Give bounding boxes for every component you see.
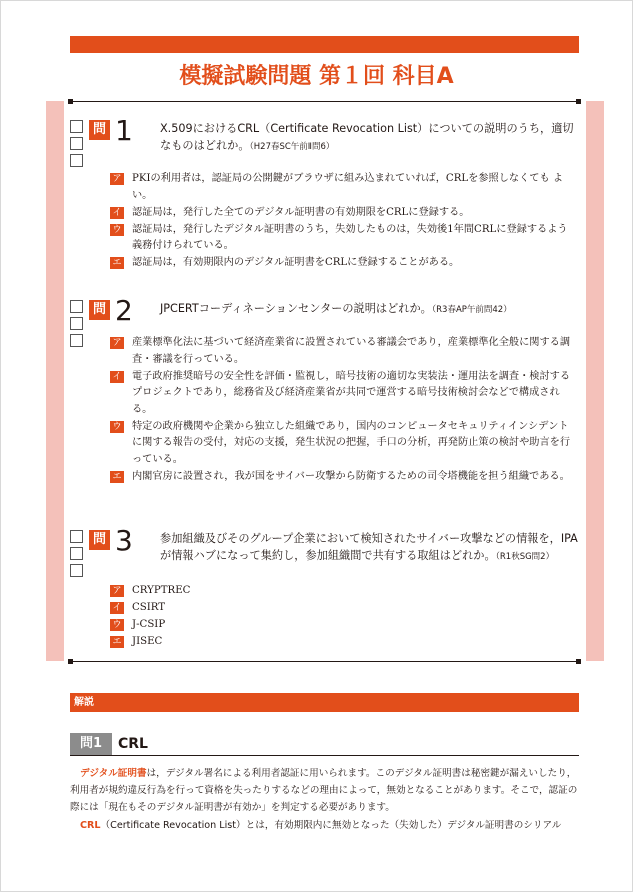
keyword: デジタル証明書 [80,768,147,779]
choice-mark: エ [110,636,124,648]
choice-text: 特定の政府機関や企業から独立した組織であり，国内のコンピュータセキュリティインシデントに関する報告の受付，対応の支援，発生状況の把握，手口の分析，再発防止策の検討や助言を行っている。 [132,420,571,465]
choice-text: PKIの利用者は，認証局の公開鍵がブラウザに組み込まれていれば，CRLを参照しなくても よい。 [132,173,564,201]
explanation-body [70,765,582,834]
checkbox[interactable] [70,137,83,150]
page-title: 模擬試験問題 第１回 科目A [179,64,454,89]
checkbox[interactable] [70,547,83,560]
choice [110,369,575,419]
top-rule [70,101,579,102]
question-text [160,120,580,156]
choice-text: 認証局は，発行したデジタル証明書のうち，失効したものは，失効後1年間CRLに登録するよう義務付けられている。 [132,223,568,251]
question-body: X.509におけるCRL（Certificate Revocation List）についての説明のうち，適切なものはどれか。 [160,122,574,152]
checkbox[interactable] [70,154,83,167]
choice-mark: ア [110,337,124,349]
choice-list [110,583,575,651]
question-body: 参加組織及びそのグループ企業において検知されたサイバー攻撃などの情報を，IPAが情報ハブになって集約し，参加組織間で共有する取組はどれか。 [160,532,578,562]
choice-mark: ア [110,173,124,185]
choice [110,171,575,204]
checkbox[interactable] [70,300,83,313]
choice [110,617,575,634]
choice-mark: ア [110,585,124,597]
right-margin-band [586,101,604,661]
question-number: 2 [115,294,133,327]
answer-title: CRL [118,736,148,752]
choice-mark: ウ [110,421,124,433]
choice-text: CRYPTREC [132,585,191,596]
choice-mark: エ [110,257,124,269]
left-margin-band [46,101,64,661]
choice [110,205,575,222]
choice-mark: イ [110,371,124,383]
header-bar [70,36,579,53]
choice-mark: ウ [110,619,124,631]
choice-list [110,335,575,486]
choice [110,419,575,469]
choice [110,634,575,651]
choice-mark: イ [110,602,124,614]
question-badge: 問 [89,300,110,320]
question-source: （R3春AP午前問42） [431,305,512,315]
check-boxes [70,530,83,581]
answer-heading [70,733,579,756]
choice-text: JISEC [132,636,163,647]
checkbox[interactable] [70,564,83,577]
choice [110,222,575,255]
answer-badge: 問1 [70,733,112,755]
choice-list [110,171,575,272]
question-number: 1 [115,114,133,147]
check-boxes [70,300,83,351]
checkbox[interactable] [70,120,83,133]
paragraph-text: （Certificate Revocation List）とは，有効期限内に無効となった（失効した）デジタル証明書のシリアル [100,819,562,831]
question-source: （R1秋SG問2） [495,552,555,562]
question-badge: 問 [89,530,110,550]
choice [110,469,575,486]
choice [110,255,575,272]
choice-text: 認証局は，発行した全てのデジタル証明書の有効期限をCRLに登録する。 [132,206,470,218]
checkbox[interactable] [70,530,83,543]
question-badge: 問 [89,120,110,140]
choice [110,600,575,617]
question-number: 3 [115,524,133,557]
choice-text: 内閣官房に設置され，我が国をサイバー攻撃から防衛するための司令塔機能を担う組織である。 [132,470,570,482]
choice-text: 産業標準化法に基づいて経済産業省に設置されている審議会であり，産業標準化全般に関する調査・審議を行っている。 [132,337,571,365]
choice-mark: ウ [110,224,124,236]
checkbox[interactable] [70,334,83,347]
choice-text: CSIRT [132,602,166,613]
choice-text: 認証局は，有効期限内のデジタル証明書をCRLに登録することがある。 [132,257,460,268]
question-text [160,300,580,319]
bottom-rule [70,661,579,662]
keyword: CRL [80,819,101,831]
choice [110,335,575,368]
explanation-paragraph [70,765,582,817]
choice [110,583,575,600]
explanation-section-bar: 解説 [70,693,579,712]
choice-text: 電子政府推奨暗号の安全性を評価・監視し，暗号技術の適切な実装法・運用法を調査・検討するプロジェクトであり，総務省及び経済産業省が共同で運営する暗号技術検討会などで構成される。 [132,370,571,415]
choice-text: J-CSIP [132,619,166,630]
question-source: （H27春SC午前Ⅱ問6） [249,142,335,152]
question-text [160,530,580,566]
explanation-paragraph [70,817,582,834]
choice-mark: イ [110,207,124,219]
paragraph-text: は，デジタル署名による利用者認証に用いられます。このデジタル証明書は秘密鍵が漏えいしたり，利用者が規約違反行為を行って資格を失ったりするなどの理由によって，無効となることがあります。そこで，認証の際には「現在もそのデジタル証明書が有効か」を判定する必要があります。 [70,768,578,814]
choice-mark: エ [110,471,124,483]
check-boxes [70,120,83,171]
checkbox[interactable] [70,317,83,330]
question-body: JPCERTコーディネーションセンターの説明はどれか。 [160,302,432,315]
